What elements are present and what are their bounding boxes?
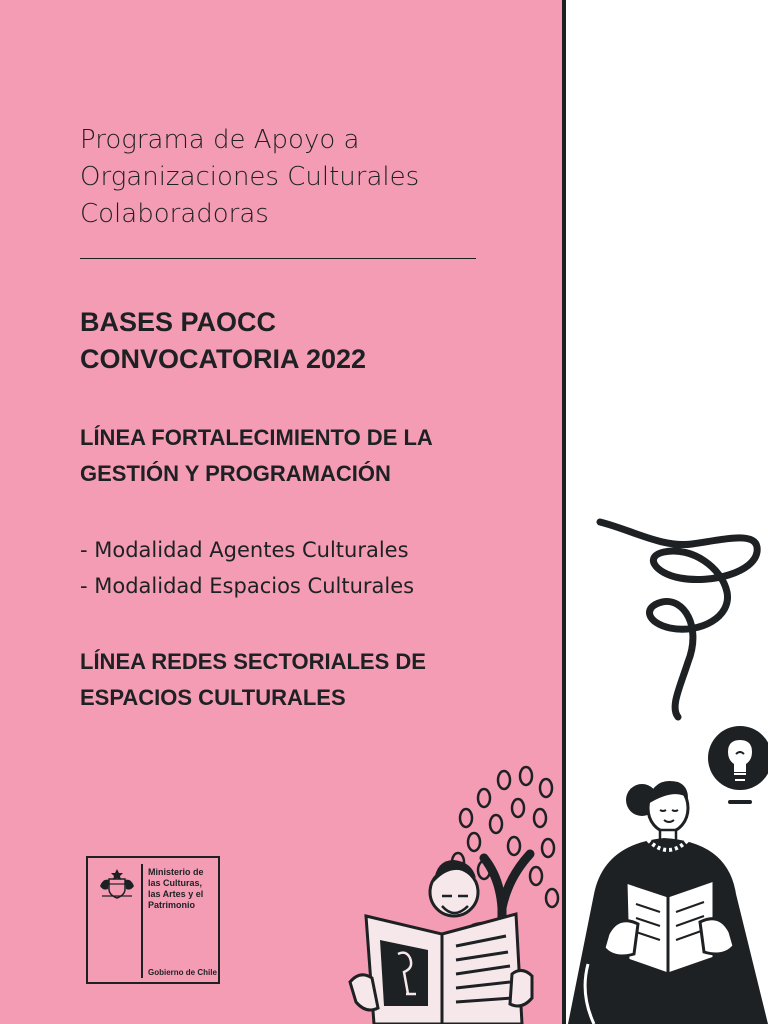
ministry-logo xyxy=(86,856,220,984)
woman-reading-illustration-icon xyxy=(568,764,768,1024)
modality-list xyxy=(80,532,414,604)
ministry-name-line-1: Ministerio de xyxy=(148,867,204,877)
document-title-line-1: BASES PAOCC xyxy=(80,307,277,337)
modality-item-espacios: - Modalidad Espacios Culturales xyxy=(80,574,415,598)
line-redes-line-1: LÍNEA REDES SECTORIALES DE xyxy=(80,649,426,674)
line-fortalecimiento-heading xyxy=(80,420,433,492)
line-fortalecimiento-line-1: LÍNEA FORTALECIMIENTO DE LA xyxy=(80,425,433,450)
modality-item-agentes: - Modalidad Agentes Culturales xyxy=(80,538,409,562)
program-name-line-2: Organizaciones Culturales xyxy=(80,162,420,192)
logo-divider xyxy=(141,864,143,978)
line-fortalecimiento-line-2: GESTIÓN Y PROGRAMACIÓN xyxy=(80,461,391,486)
ministry-name-line-3: las Artes y el xyxy=(148,889,204,899)
ministry-name-line-2: las Culturas, xyxy=(148,878,203,888)
document-title xyxy=(80,304,366,378)
program-name xyxy=(80,122,520,233)
document-title-line-2: CONVOCATORIA 2022 xyxy=(80,344,367,374)
line-redes-line-2: ESPACIOS CULTURALES xyxy=(80,685,346,710)
government-label: Gobierno de Chile xyxy=(148,968,217,977)
program-name-line-3: Colaboradoras xyxy=(80,199,269,229)
swirl-decoration-icon xyxy=(592,512,768,727)
ministry-name-line-4: Patrimonio xyxy=(148,900,196,910)
program-name-line-1: Programa de Apoyo a xyxy=(80,125,360,155)
ministry-name xyxy=(148,867,218,911)
vertical-divider xyxy=(562,0,566,1024)
coat-of-arms-icon xyxy=(96,866,138,900)
man-reading-illustration-icon xyxy=(346,856,536,1024)
line-redes-heading xyxy=(80,644,426,716)
horizontal-rule xyxy=(80,258,476,259)
